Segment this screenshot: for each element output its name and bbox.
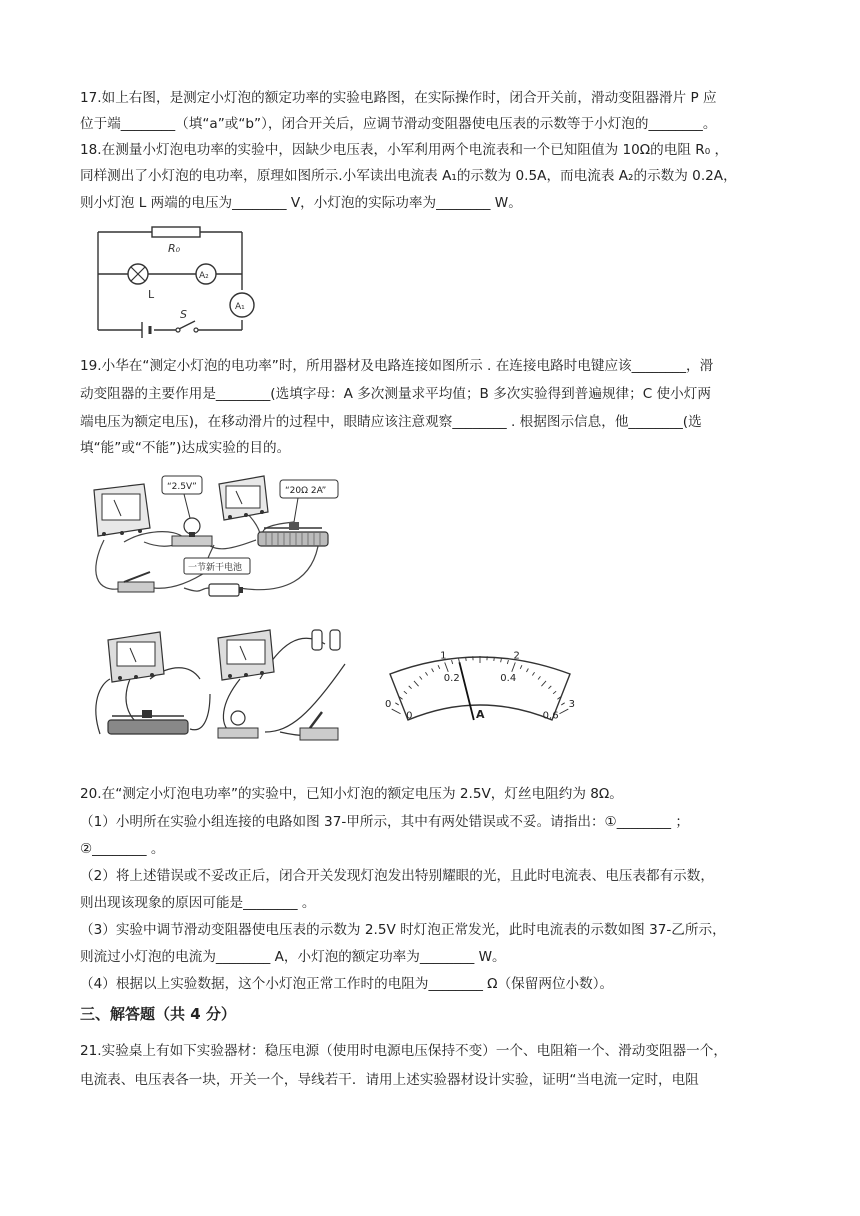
q19-line-3: 端电压为额定电压)，在移动滑片的过程中，眼睛应该注意观察________ . 根据图示信息，他________(选 [80,414,702,430]
q18-line-1: 18.在测量小灯泡电功率的实验中，因缺少电压表，小军利用两个电流表和一个已知阻值为 10Ω的电阻 R₀ ， [80,142,729,158]
fig37-circuit-figure [90,624,370,754]
q20-part3-line-2: 则流过小灯泡的电流为________ A，小灯泡的额定功率为________ W。 [80,949,506,965]
battery-device-icon [209,584,243,596]
q20-part1-line-1: （1）小明所在实验小组连接的电路如图 37-甲所示，其中有两处错误或不妥。请指出：①________ ； [80,814,690,830]
bulb-icon [172,518,212,546]
section-heading: 三、解答题（共 4 分） [80,1005,236,1023]
q18-line-3: 则小灯泡 L 两端的电压为________ V，小灯泡的实际功率为________ W。 [80,195,522,211]
rheostat-device-icon [108,710,188,734]
ammeter-device [94,484,150,536]
dial-bottom-scale-label: 0.6 [542,710,559,722]
dial-bottom-scale-label: 0.4 [500,673,517,685]
q20-intro: 20.在“测定小灯泡电功率”的实验中，已知小灯泡的额定电压为 2.5V，灯丝电阻约为 8Ω。 [80,786,623,802]
battery-callout [184,558,250,574]
rheostat-callout [280,480,338,522]
dial-bottom-scale-label: 0.2 [443,673,460,685]
q19-line-1: 19.小华在“测定小灯泡的电功率”时，所用器材及电路连接如图所示 . 在连接电路时电键应该________，滑 [80,358,714,374]
ammeter-dial-svg [382,646,578,726]
q20-part3-line-1: （3）实验中调节滑动变阻器使电压表的示数为 2.5V 时灯泡正常发光，此时电流表的示数如图 37-乙所示， [80,922,726,938]
q20-part2-line-1: （2）将上述错误或不妥改正后，闭合开关发现灯泡发出特别耀眼的光，且此时电流表、电压表都有示数， [80,868,714,884]
fig37-svg [90,624,370,754]
battery-cells-icon [312,630,340,650]
q19-line-4: 填“能”或“不能”)达成实验的目的。 [80,440,291,456]
switch-label: S [180,308,187,321]
dial-top-scale-label: 1 [440,650,447,662]
ammeter-dial-figure [382,646,578,726]
dial-tick [561,703,564,705]
dial-tick [494,657,495,661]
rheostat-icon [258,522,328,546]
resistor-r0 [152,227,200,237]
rheostat-label: “20Ω 2A” [285,486,327,496]
dial-tick [466,657,467,661]
dial-bottom-scale-label: 0 [406,710,413,722]
switch-icon [176,321,198,332]
q20-part2-line-2: 则出现该现象的原因可能是________ 。 [80,895,316,911]
circuit-svg [92,222,272,342]
q20-part1-line-2: ②________ 。 [80,841,165,857]
q17-line-2: 位于端________（填“a”或“b”），闭合开关后，应调节滑动变阻器使电压表的示数等于小灯泡的________。 [80,116,717,132]
apparatus-svg [84,470,384,610]
r0-label: R₀ [168,242,181,255]
dial-unit-label: A [476,708,485,721]
dial-tick [392,709,401,714]
voltmeter-device-2 [218,630,274,680]
switch-device-icon [118,572,154,592]
q18-circuit-diagram [92,222,272,342]
dial-tick [395,703,398,705]
dial-top-scale-label: 2 [513,650,520,662]
a1-label: A₁ [235,302,245,312]
a2-label: A₂ [199,271,209,281]
battery-label: 一节新干电池 [188,563,243,573]
q21-line-1: 21.实验桌上有如下实验器材：稳压电源（使用时电源电压保持不变）一个、电阻箱一个、滑动变阻器一个， [80,1043,727,1059]
dial-tick [559,709,568,714]
lamp-icon [128,264,148,284]
voltmeter-device [219,476,268,520]
q17-line-1: 17.如上右图，是测定小灯泡的额定功率的实验电路图，在实际操作时，闭合开关前，滑动变阻器滑片 P 应 [80,90,717,106]
dial-top-scale-label: 3 [568,699,576,711]
dial-top-scale-label: 0 [384,699,392,711]
bulb-callout [162,476,202,518]
battery-icon [142,322,150,338]
q18-line-2: 同样测出了小灯泡的电功率，原理如图所示.小军读出电流表 A₁的示数为 0.5A，而电流表 A₂的示数为 0.2A， [80,168,737,184]
lamp-label: L [148,288,155,301]
q20-part4: （4）根据以上实验数据，这个小灯泡正常工作时的电阻为________ Ω（保留两位小数）。 [80,976,614,992]
q19-apparatus-figure [84,470,384,610]
q19-line-2: 动变阻器的主要作用是________(选填字母：A 多次测量求平均值；B 多次实验得到普遍规律；C 使小灯两 [80,386,711,402]
switch-device-icon-2 [300,712,338,740]
ammeter-device-2 [108,632,164,682]
q21-line-2: 电流表、电压表各一块，开关一个，导线若干．请用上述实验器材设计实验，证明“当电流一定时，电阻 [80,1072,699,1088]
bulb-label: “2.5V” [167,482,197,492]
